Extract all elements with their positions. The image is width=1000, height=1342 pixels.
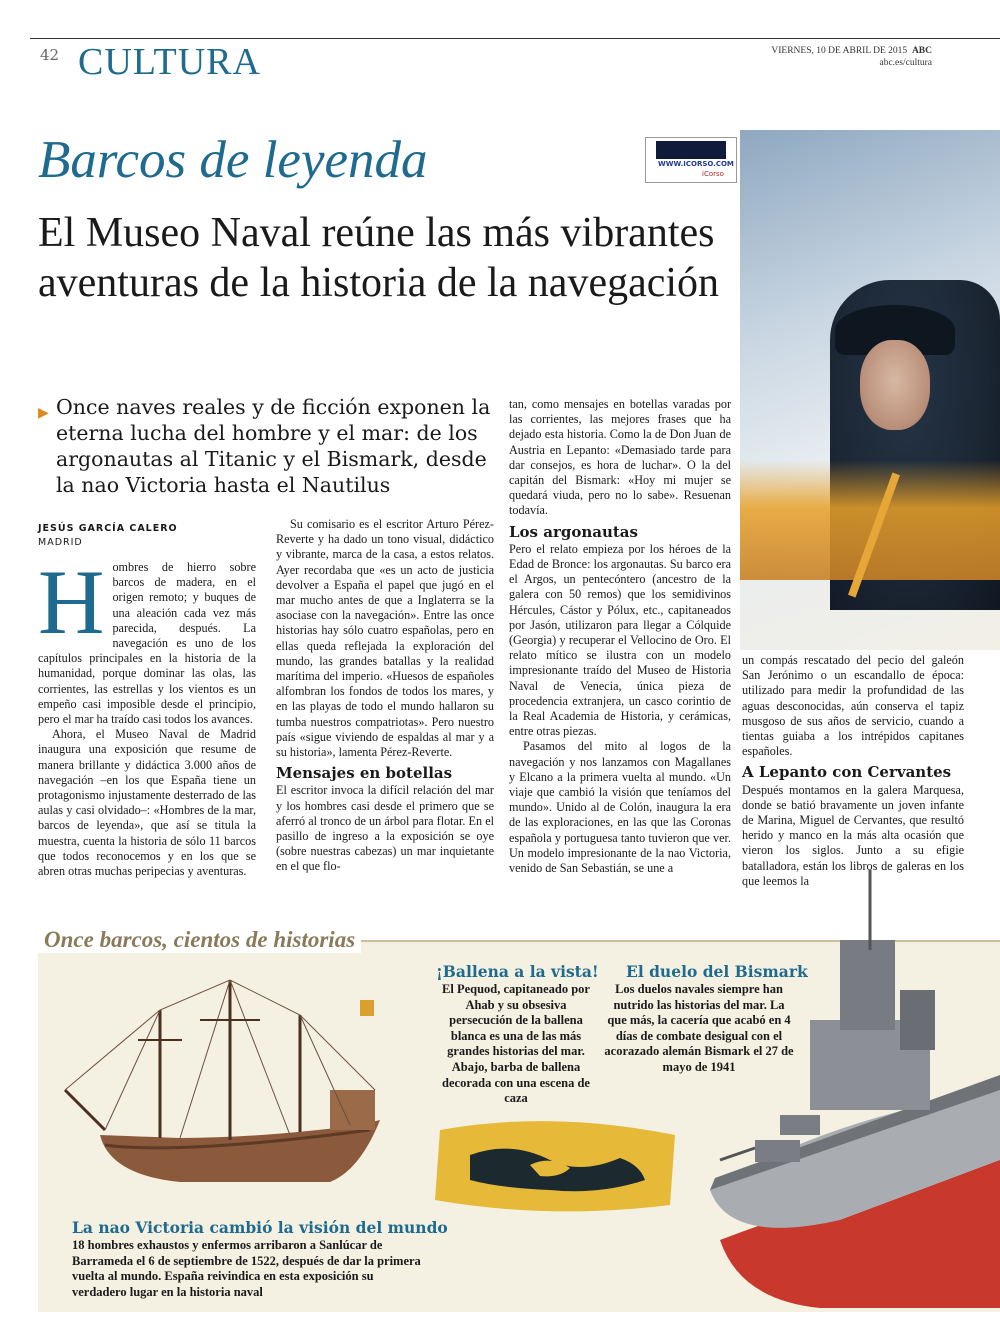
author-city: MADRID bbox=[38, 537, 83, 548]
bismark-funnel bbox=[900, 990, 935, 1050]
victoria-rigging bbox=[65, 980, 375, 1138]
victoria-caption-body: 18 hombres exhaustos y enfermos arribaron a Sanlúcar de Barrameda el 6 de septiembre de 1522, después de dar la primera vuelta al mundo. España reivindica en esta exposición su verdadero lugar en la historia naval bbox=[72, 1238, 421, 1299]
ballena-caption-title: ¡Ballena a la vista! bbox=[436, 962, 599, 981]
top-rule bbox=[30, 38, 1000, 39]
bismark-turret bbox=[780, 1115, 820, 1135]
photo-naval-officer bbox=[740, 130, 1000, 650]
paragraph: Pero el relato empieza por los héroes de la Edad de Bronce: los argonautas. Su barco era el Argos, un pentecóntero (ancestro de la galera con 50 remos) que los semidivinos Hércules, Cástor y Pólux, etc., capitaneados por Jasón, utilizaron para llegar a Cólquide (Georgia) y recuperar el Vellocino de Oro. El relato mítico se ilustra con un modelo impresionante traído del Museo de Historia Naval de Venecia, única pieza de procedencia extranjera, un casco corintio de la Real Academia de Historia, y cerámicas, entre otras piezas. bbox=[509, 541, 731, 739]
victoria-caption-title: La nao Victoria cambió la visión del mundo bbox=[72, 1218, 448, 1237]
ad-logo: iCorso bbox=[702, 170, 724, 178]
column-1 bbox=[38, 551, 256, 879]
bismark-tower bbox=[840, 940, 895, 1030]
subheading: Los argonautas bbox=[509, 522, 638, 541]
subheading: A Lepanto con Cervantes bbox=[742, 763, 952, 782]
article-deck bbox=[38, 394, 498, 498]
paragraph: El escritor invoca la difícil relación del mar y los hombres casi desde el primero que se aferró al tronco de un árbol para flotar. En el pasillo de ingreso a la exposición se oye (sobre nuestras cabezas) un mar inquietante en el que flo- bbox=[276, 783, 494, 874]
bismark-caption-body: Los duelos navales siempre han nutrido las historias del mar. La que más, la cacería que acabó en 4 días de combate desigual con el acorazado alemán Bismark el 27 de mayo de 1941 bbox=[604, 982, 794, 1074]
ship-model-foreground bbox=[740, 460, 1000, 580]
bismark-ship-image bbox=[700, 860, 1000, 1310]
victoria-ship-image bbox=[60, 960, 400, 1200]
victoria-bowsprit bbox=[65, 1090, 105, 1130]
triangle-marker-icon: ▶ bbox=[38, 405, 49, 421]
paragraph: Su comisario es el escritor Arturo Pérez-Reverte y ha dado un tono visual, didáctico y vibrante, marca de la casa, a estos relatos. Ayer recordaba que «es un acto de justicia devolver a España el papel que jugó en el mar mucho antes de que a Inglaterra se la asociase con la navegación». Entre las once historias hay sólo cuatro españolas, pero en ellas queda reflejada la exploración del mundo, las grandes batallas y la realidad marítima del imperio. «Huesos de españoles alfombran los fondos de todos los mares, y en las playas de todo el mundo hallaron su tumba nuestros compatriotas». Pero nuestro país «sigue viviendo de espaldas al mar y a su historia», lamenta Pérez-Reverte. bbox=[276, 517, 494, 760]
drop-cap: H bbox=[38, 551, 105, 653]
bismark-turret bbox=[755, 1140, 800, 1162]
officer-face bbox=[860, 340, 930, 430]
advertisement[interactable] bbox=[645, 137, 737, 183]
column-4 bbox=[742, 653, 964, 889]
paragraph: Después montamos en la galera Marquesa, donde se batió bravamente un joven infante de Marina, Miguel de Cervantes, que resultó herido y manco en la más alta ocasión que vieron los siglos. Junto a su efigie batalladora, están los libros de galeras en los que leemos la bbox=[742, 782, 964, 888]
bismark-caption-title: El duelo del Bismark bbox=[626, 962, 808, 981]
section-title: CULTURA bbox=[78, 41, 261, 83]
publication-name: ABC bbox=[911, 46, 932, 56]
issue-date: VIERNES, 10 DE ABRIL DE 2015 bbox=[771, 46, 908, 56]
paragraph: un compás rescatado del pecio del galeón San Jerónimo o un escandallo de época: utilizado para medir la profundidad de las aguas desconocidas, aún conserva el tapiz musgoso de sus años de servicio, cuando a tientas guiaba a los intrépidos capitanes españoles. bbox=[742, 653, 964, 759]
ad-url[interactable]: WWW.ICORSO.COM bbox=[658, 160, 734, 168]
article-headline: El Museo Naval reúne las más vibrantes aventuras de la historia de la navegación bbox=[38, 210, 720, 306]
subheading: Mensajes en botellas bbox=[276, 764, 453, 783]
column-2 bbox=[276, 517, 494, 875]
paragraph: Pasamos del mito al logos de la navegación y nos lanzamos con Magallanes y Elcano a la primera vuelta al mundo. «Un viaje que cambió la visión que teníamos del mundo». Unido al de Colón, inaugura la era de las exploraciones, en las que las Coronas española y portuguesa tanto tuvieron que ver. Un modelo impresionante de la nao Victoria, venido de San Sebastián, se une a bbox=[509, 739, 731, 876]
ballena-caption-body: El Pequod, capitaneado por Ahab y su obsesiva persecución de la ballena blanca es una de las más grandes historias del mar. Abajo, barba de ballena decorada con una escena de caza bbox=[442, 982, 590, 1106]
ad-banner bbox=[656, 141, 726, 159]
infobox-title: Once barcos, cientos de historias bbox=[38, 927, 361, 953]
whalebone-image bbox=[430, 1110, 680, 1220]
deck-text: Once naves reales y de ficción exponen la eterna lucha del hombre y el mar: de los argonautas al Titanic y el Bismark, desde la nao Victoria hasta el Nautilus bbox=[56, 395, 491, 497]
paragraph: ombres de hierro sobre barcos de madera, en el origen remoto; y buques de una aleación cada vez más parecida, después. La navegación es uno de los capítulos principales en la historia de la humanidad, porque dominar las olas, las corrientes, las estrellas y los vientos es un empeño casi imposible desde el principio, pero el mar ha traído casi todos los avances. bbox=[38, 560, 256, 727]
section-url[interactable]: abc.es/cultura bbox=[879, 58, 932, 68]
page-number: 42 bbox=[40, 46, 60, 64]
victoria-flag bbox=[360, 1000, 374, 1016]
bismark-guns bbox=[720, 1148, 755, 1160]
paragraph: Ahora, el Museo Naval de Madrid inaugura una exposición que resume de manera brillante y didáctica 3.000 años de navegación –en los que España tiene un protagonismo injustamente desterrado de las aulas y casi olvidado–: «Hombres de la mar, barcos de leyenda», que así se titula la muestra, cuenta la historia de sólo 11 barcos que todos reconocemos y en los que se abren otras muchas peripecias y aventuras. bbox=[38, 727, 256, 879]
column-3 bbox=[509, 397, 731, 876]
author: JESÚS GARCÍA CALERO bbox=[38, 523, 178, 534]
paragraph: tan, como mensajes en botellas varadas por las corrientes, las mejores frases que ha dejado esta historia. Como la de Don Juan de Austria en Lepanto: «Demasiado tarde para dar consejos, es hora de luchar». O la del capitán del Bismark: «Hoy mi mujer se quedará viuda, pero no lo sabe». Resuenan todavía. bbox=[509, 397, 731, 518]
dateline bbox=[771, 45, 932, 69]
article-kicker: Barcos de leyenda bbox=[38, 131, 428, 189]
